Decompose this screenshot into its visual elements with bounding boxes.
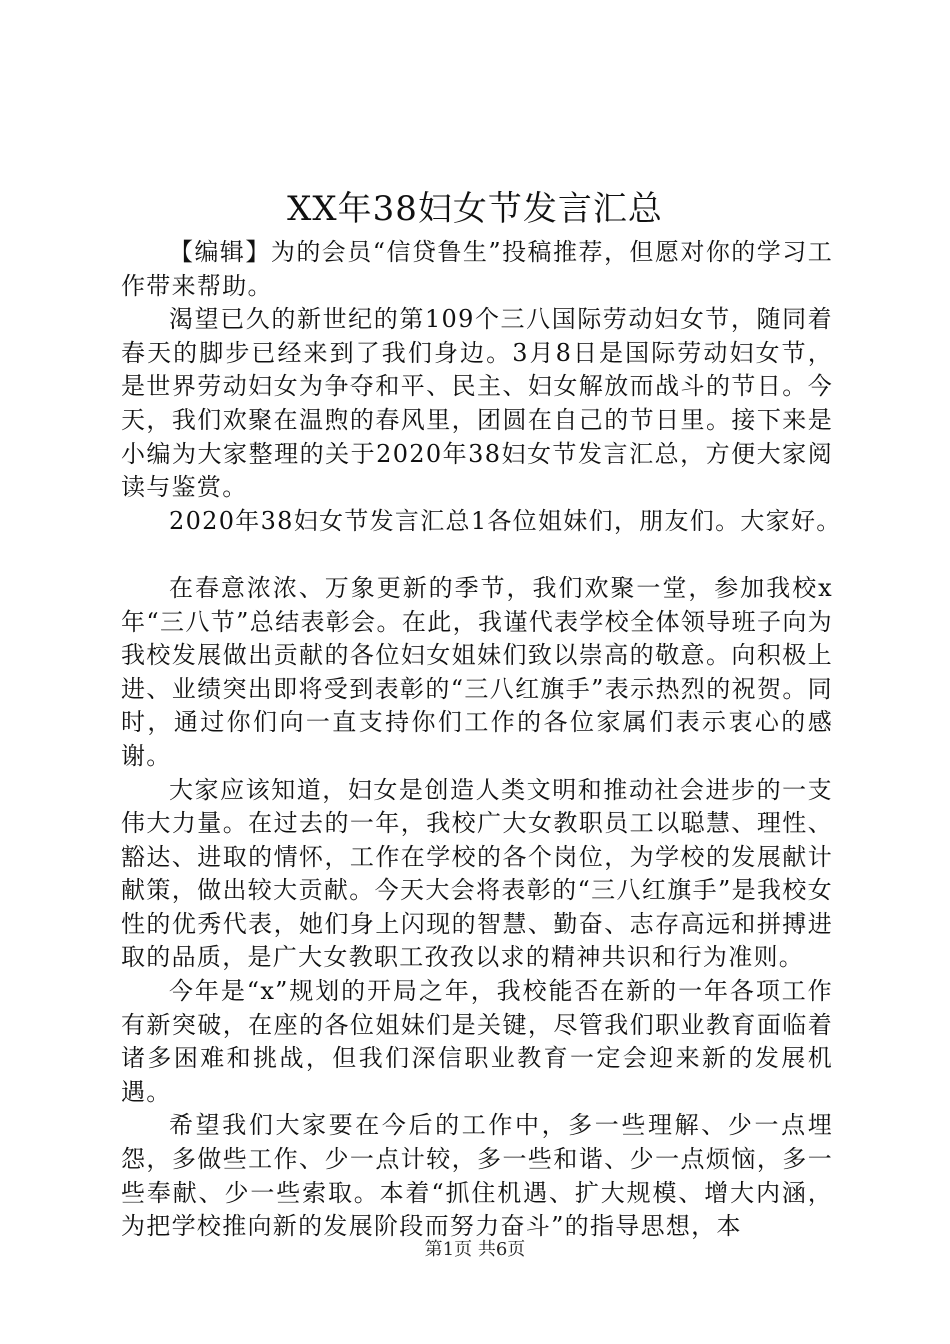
- paragraph-hopes: 希望我们大家要在今后的工作中，多一些理解、少一点埋怨，多做些工作、少一点计较，多一些和谐、少一点烦恼，多一些奉献、少一些索取。本着“抓住机遇、扩大规模、增大内涵，为把学校推向新的发展阶段而努力奋斗”的指导思想，本: [121, 1111, 833, 1241]
- paragraph-women-role: 大家应该知道，妇女是创造人类文明和推动社会进步的一支伟大力量。在过去的一年，我校广大女教职员工以聪慧、理性、豁达、进取的情怀，工作在学校的各个岗位，为学校的发展献计献策，做出较大贡献。今天大会将表彰的“三八红旗手”是我校女性的优秀代表，她们身上闪现的智慧、勤奋、志存高远和拼搏进取的品质，是广大女教职工孜孜以求的精神共识和行为准则。: [121, 775, 833, 972]
- page-title: XX年38妇女节发言汇总: [287, 189, 663, 229]
- paragraph-editor-note: 【编辑】为的会员“信贷鲁生”投稿推荐，但愿对你的学习工作带来帮助。: [121, 238, 833, 300]
- document-body: [121, 236, 842, 1244]
- paragraph-intro: 渴望已久的新世纪的第109个三八国际劳动妇女节，随同着春天的脚步已经来到了我们身边。3月8日是国际劳动妇女节，是世界劳动妇女为争夺和平、民主、妇女解放而战斗的节日。今天，我们欢聚在温煦的春风里，团圆在自己的节日里。接下来是小编为大家整理的关于2020年38妇女节发言汇总，方便大家阅读与鉴赏。: [121, 305, 833, 502]
- paragraph-speech-opening: 在春意浓浓、万象更新的季节，我们欢聚一堂，参加我校x年“三八节”总结表彰会。在此，我谨代表学校全体领导班子向为我校发展做出贡献的各位妇女姐妹们致以崇高的敬意。向积极上进、业绩突出即将受到表彰的“三八红旗手”表示热烈的祝贺。同时，通过你们向一直支持你们工作的各位家属们表示衷心的感谢。: [121, 573, 833, 770]
- paragraph-new-year: 今年是“x”规划的开局之年，我校能否在新的一年各项工作有新突破，在座的各位姐妹们是关键，尽管我们职业教育面临着诸多困难和挑战，但我们深信职业教育一定会迎来新的发展机遇。: [121, 977, 833, 1106]
- paragraph-greeting: 2020年38妇女节发言汇总1各位姐妹们，朋友们。大家好。: [169, 506, 842, 535]
- page-footer: 第1页 共6页: [424, 1239, 526, 1260]
- paragraph-gap: [121, 538, 833, 572]
